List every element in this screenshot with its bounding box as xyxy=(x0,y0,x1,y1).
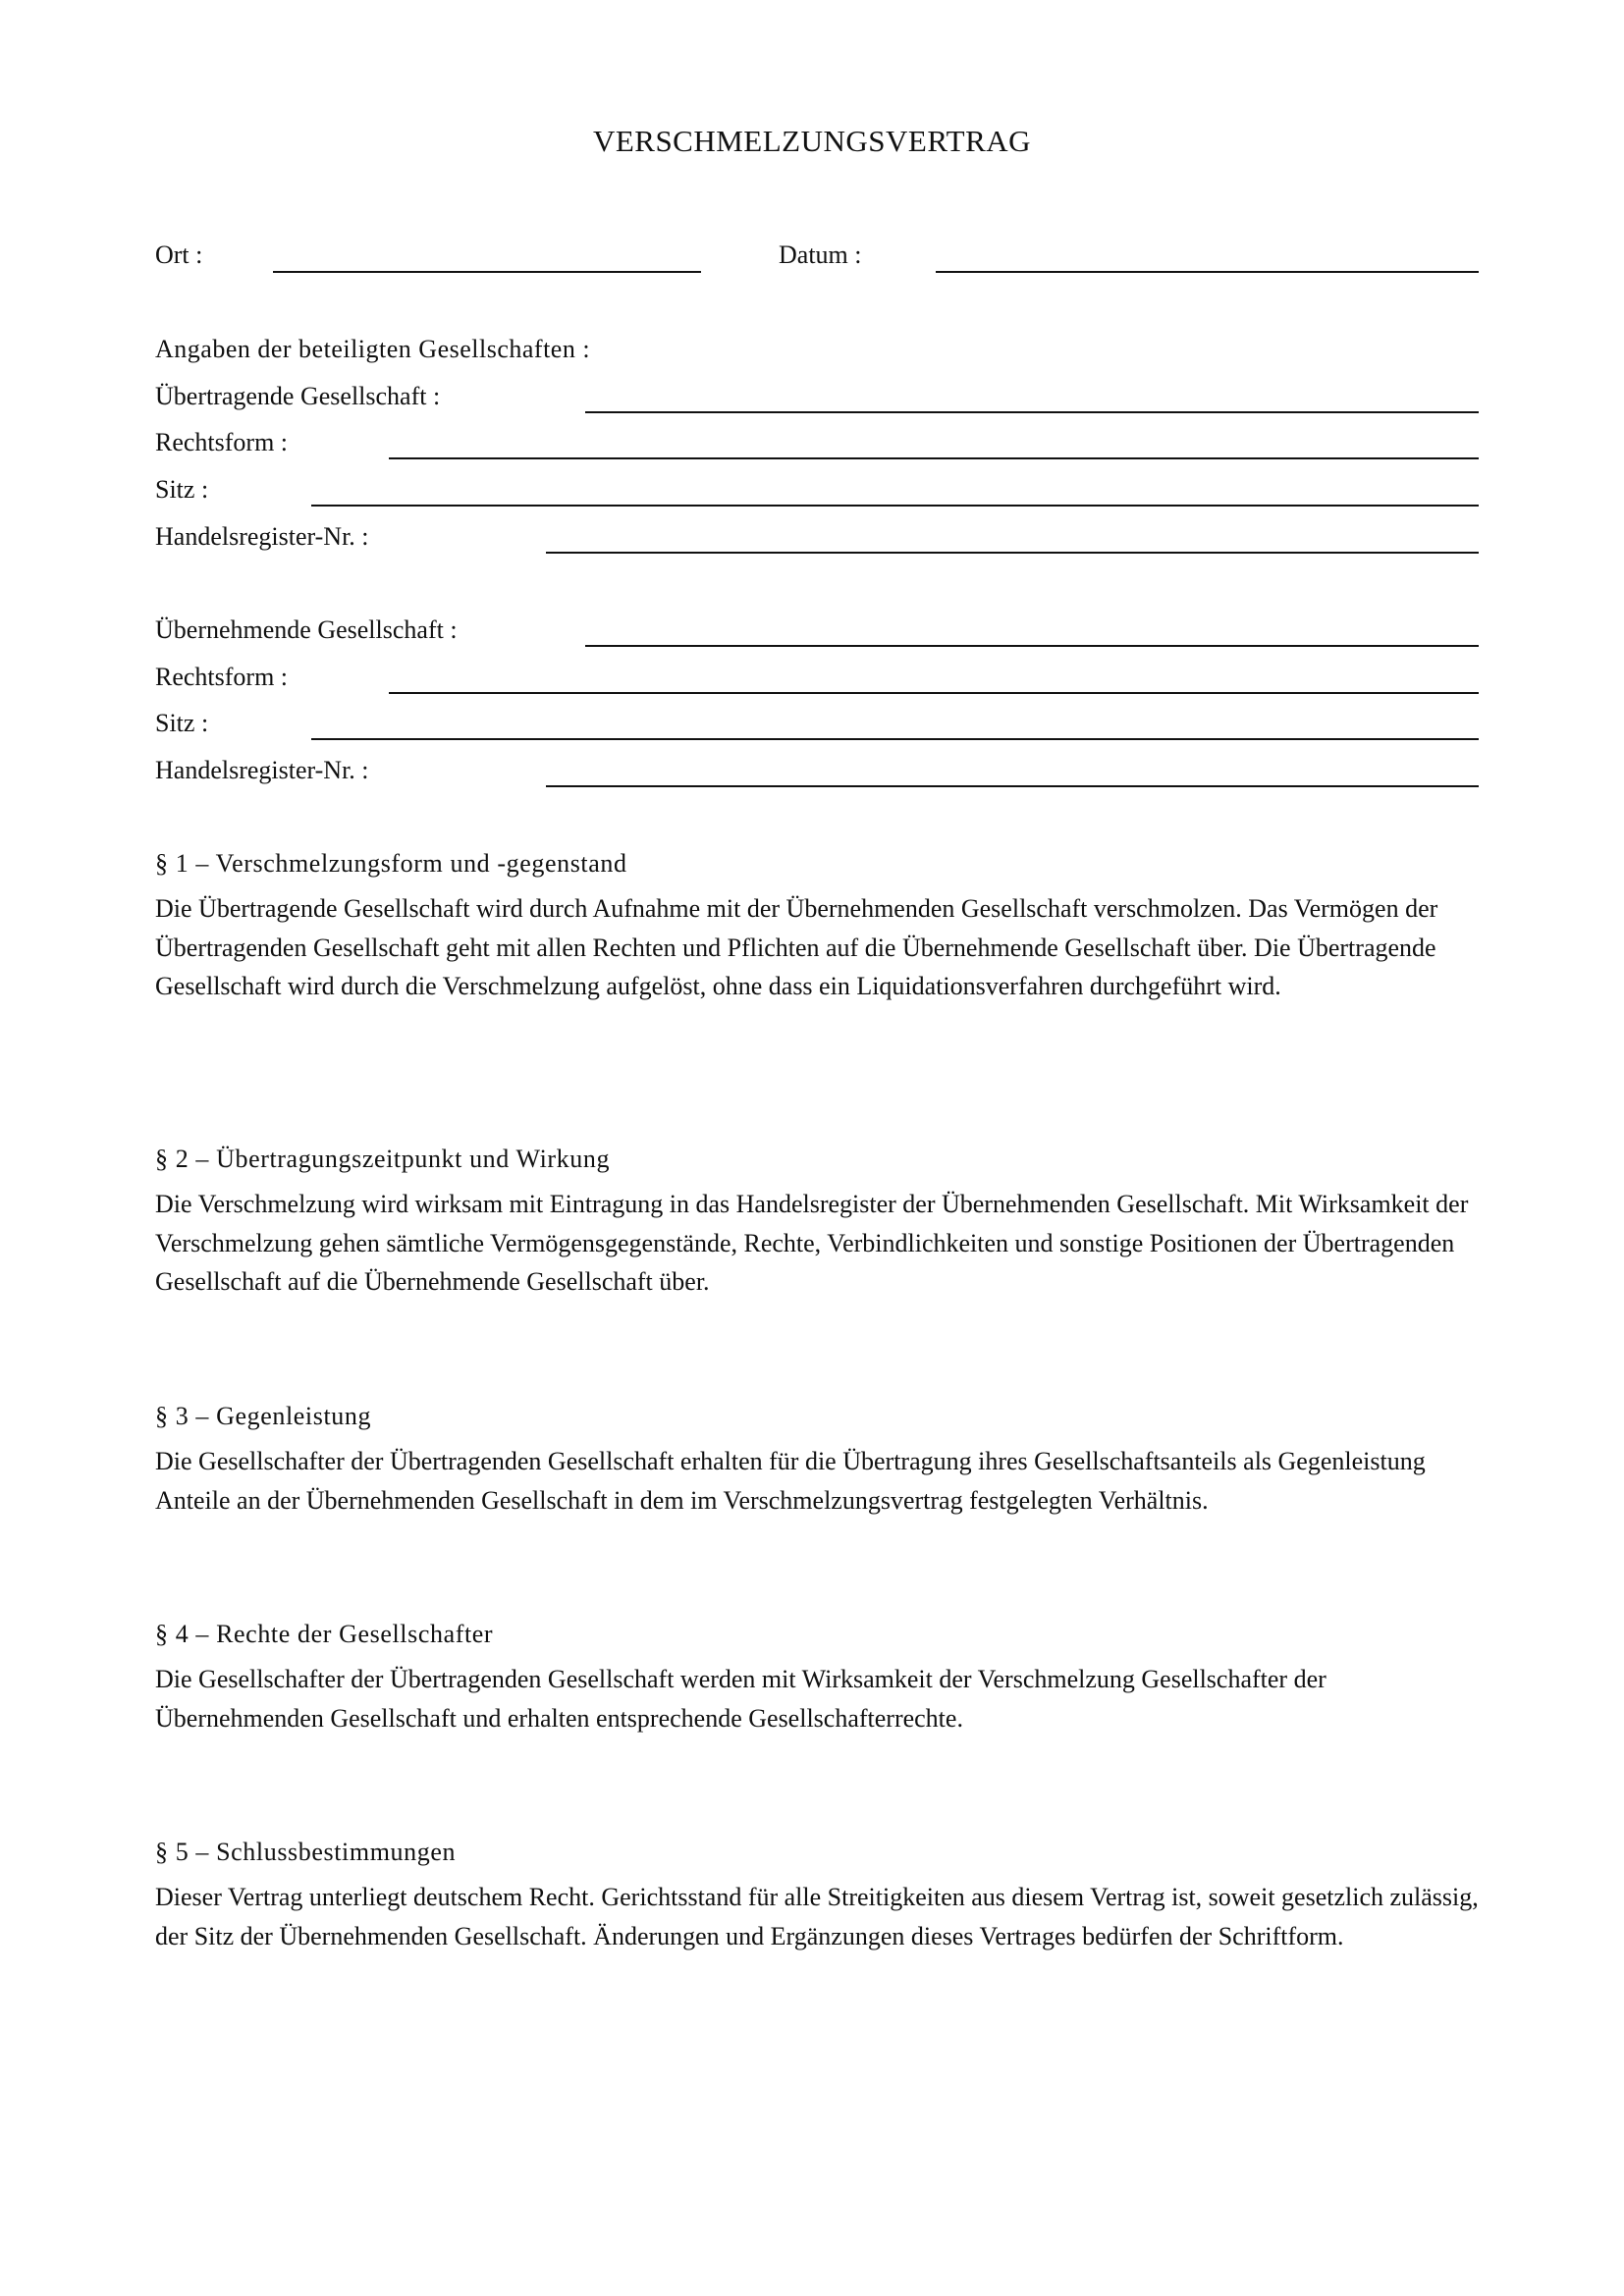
section-1-body: Die Übertragende Gesellschaft wird durch Aufnahme mit der Übernehmenden Gesellschaft verschmolzen. Das Vermögen der Übertragenden Gesellschaft geht mit allen Rechten und Pflichten auf die Übernehmende Gesellschaft über. Die Übertragende Gesellschaft wird durch die Verschmelzung aufgelöst, ohne dass ein Liquidationsverfahren durchgeführt wird. xyxy=(155,894,1438,1000)
transferring-company-label: Übertragende Gesellschaft : xyxy=(155,382,441,410)
transferring-seat-label: Sitz : xyxy=(155,475,209,504)
transferring-legal-form-field-line[interactable] xyxy=(389,457,1479,459)
section-5-body: Dieser Vertrag unterliegt deutschem Recht. Gerichtsstand für alle Streitigkeiten aus diesem Vertrag ist, soweit gesetzlich zulässig, der Sitz der Übernehmenden Gesellschaft. Änderungen und Ergänzungen dieses Vertrages bedürfen der Schriftform. xyxy=(155,1883,1479,1950)
document-title: VERSCHMELZUNGSVERTRAG xyxy=(592,124,1032,158)
receiving-seat-field-line[interactable] xyxy=(311,738,1479,740)
transferring-company-field-line[interactable] xyxy=(585,411,1479,413)
section-4-heading: § 4 – Rechte der Gesellschafter xyxy=(155,1620,494,1648)
parties-intro: Angaben der beteiligten Gesellschaften : xyxy=(155,335,591,363)
datum-label: Datum : xyxy=(779,240,862,269)
receiving-register-field-line[interactable] xyxy=(546,785,1479,787)
section-3-body: Die Gesellschafter der Übertragenden Gesellschaft erhalten für die Übertragung ihres Gesellschaftsanteils als Gegenleistung Anteile an der Übernehmenden Gesellschaft in dem im Verschmelzungsvertrag festgelegten Verhältnis. xyxy=(155,1447,1426,1515)
section-4-body: Die Gesellschafter der Übertragenden Gesellschaft werden mit Wirksamkeit der Verschmelzung Gesellschafter der Übernehmenden Gesellschaft und erhalten entsprechende Gesellschafterrechte. xyxy=(155,1665,1326,1733)
receiving-seat-label: Sitz : xyxy=(155,709,209,737)
transferring-seat-field-line[interactable] xyxy=(311,505,1479,507)
section-2-heading: § 2 – Übertragungszeitpunkt und Wirkung xyxy=(155,1145,611,1173)
datum-field-line[interactable] xyxy=(936,271,1479,273)
receiving-legal-form-label: Rechtsform : xyxy=(155,663,289,691)
ort-label: Ort : xyxy=(155,240,203,269)
section-2-body: Die Verschmelzung wird wirksam mit Eintragung in das Handelsregister der Übernehmenden Gesellschaft. Mit Wirksamkeit der Verschmelzung gehen sämtliche Vermögensgegenstände, Rechte, Verbindlichkeiten und sonstige Positionen der Übertragenden Gesellschaft auf die Übernehmende Gesellschaft über. xyxy=(155,1190,1469,1296)
ort-field-line[interactable] xyxy=(273,271,701,273)
section-3-heading: § 3 – Gegenleistung xyxy=(155,1402,372,1430)
receiving-legal-form-field-line[interactable] xyxy=(389,692,1479,694)
receiving-company-label: Übernehmende Gesellschaft : xyxy=(155,615,458,644)
receiving-company-field-line[interactable] xyxy=(585,645,1479,647)
receiving-register-label: Handelsregister-Nr. : xyxy=(155,756,369,784)
section-1-heading: § 1 – Verschmelzungsform und -gegenstand xyxy=(155,849,627,878)
transferring-register-field-line[interactable] xyxy=(546,552,1479,554)
transferring-legal-form-label: Rechtsform : xyxy=(155,428,289,456)
section-5-heading: § 5 – Schlussbestimmungen xyxy=(155,1838,457,1866)
transferring-register-label: Handelsregister-Nr. : xyxy=(155,522,369,551)
